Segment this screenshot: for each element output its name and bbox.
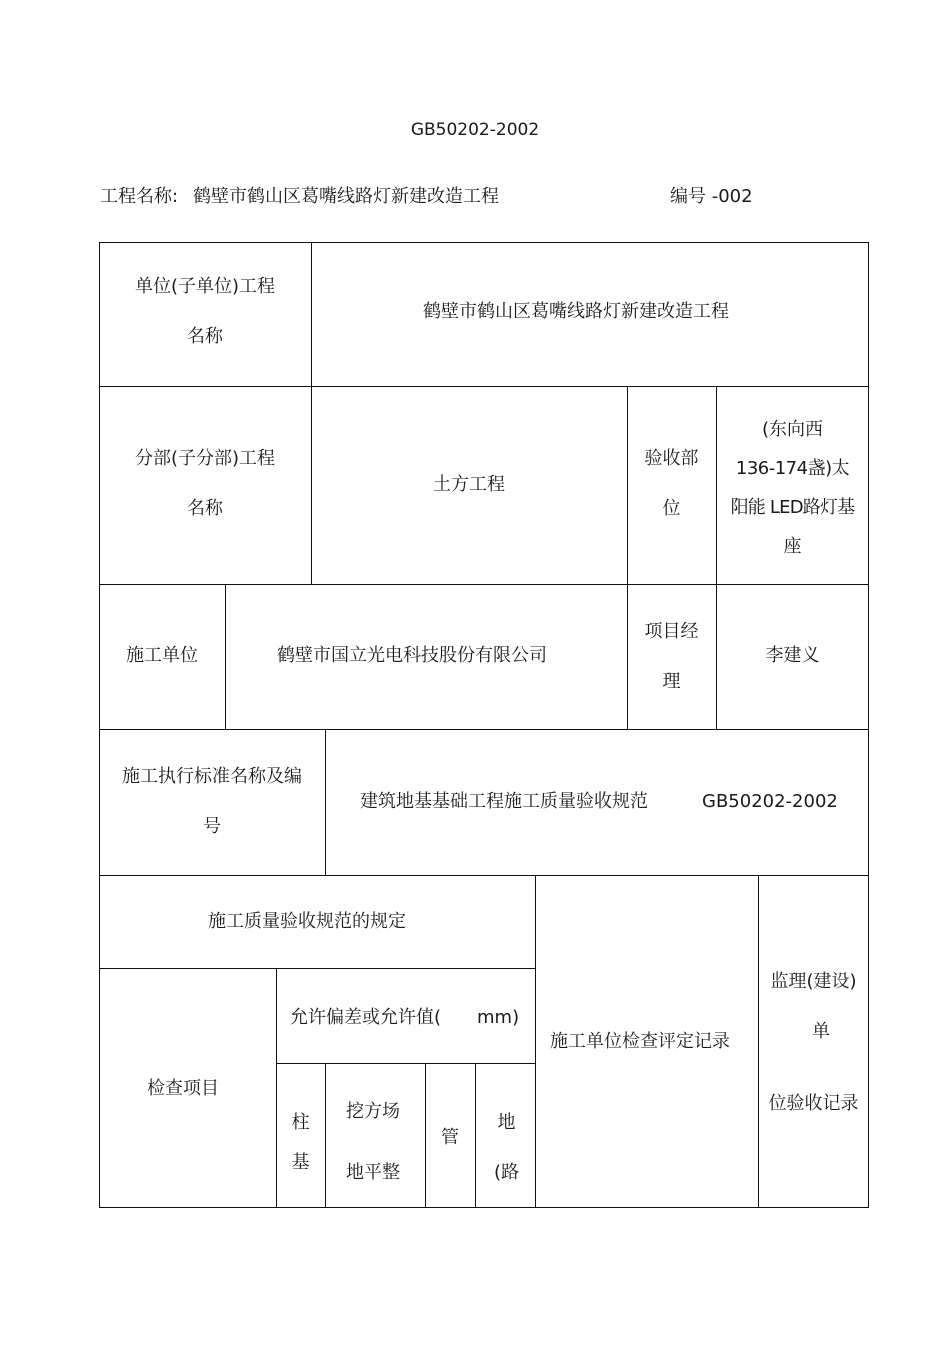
- tolerance-unit: mm): [477, 1007, 520, 1028]
- project-label: 工程名称:: [100, 186, 179, 207]
- col-divider: [276, 968, 277, 1208]
- column-pillar-base: 柱: [291, 1112, 310, 1133]
- acceptance-part-value: 座: [783, 536, 802, 557]
- contractor-label: 施工单位: [126, 645, 198, 666]
- acceptance-part-label: 验收部: [644, 448, 699, 469]
- col-divider: [325, 729, 326, 876]
- standard-label: 施工执行标准名称及编: [122, 766, 302, 787]
- subdivision-label: 分部(子分部)工程: [134, 448, 276, 469]
- acceptance-part-label: 位: [662, 498, 681, 519]
- column-ground-road: 地: [497, 1112, 516, 1133]
- row-divider: [99, 386, 869, 387]
- spec-header: 施工质量验收规范的规定: [208, 911, 406, 932]
- acceptance-part-value: 阳能 LED路灯基: [730, 497, 855, 518]
- row-divider: [276, 1063, 535, 1064]
- row-divider: [99, 729, 869, 730]
- column-excavation-leveling: 挖方场: [346, 1101, 400, 1122]
- standard-code: GB50202-2002: [410, 120, 540, 140]
- subdivision-label: 名称: [187, 498, 223, 519]
- row-divider: [99, 968, 535, 969]
- serial-number: 编号 -002: [670, 186, 753, 207]
- standard-label: 号: [203, 816, 221, 837]
- column-pipe: 管: [441, 1127, 459, 1148]
- standard-value-name: 建筑地基基础工程施工质量验收规范: [360, 791, 648, 812]
- supervisor-record-label: 单: [812, 1021, 830, 1042]
- col-divider: [311, 242, 312, 585]
- project-manager-label: 理: [662, 671, 681, 692]
- supervisor-record-label: 位验收记录: [768, 1093, 859, 1114]
- col-divider: [325, 1063, 326, 1208]
- supervisor-record-label: 监理(建设): [770, 971, 857, 992]
- column-excavation-leveling: 地平整: [346, 1162, 400, 1183]
- column-pillar-base: 基: [291, 1152, 310, 1173]
- project-name: 鹤壁市鹤山区葛嘴线路灯新建改造工程: [193, 186, 499, 207]
- row-divider: [99, 584, 869, 585]
- unit-value: 鹤壁市鹤山区葛嘴线路灯新建改造工程: [423, 301, 729, 322]
- unit-label: 名称: [187, 326, 223, 347]
- check-item-label: 检查项目: [147, 1078, 219, 1099]
- project-manager-value: 李建义: [765, 645, 820, 666]
- col-divider: [758, 875, 759, 1208]
- tolerance-label: 允许偏差或允许值(: [290, 1007, 442, 1028]
- standard-value-code: GB50202-2002: [702, 791, 838, 812]
- project-manager-label: 项目经: [644, 621, 699, 642]
- row-divider: [99, 875, 869, 876]
- contractor-value: 鹤壁市国立光电科技股份有限公司: [277, 645, 547, 666]
- column-ground-road: (路: [493, 1162, 520, 1183]
- acceptance-part-value: (东向西: [761, 419, 824, 440]
- col-divider: [475, 1063, 476, 1208]
- unit-label: 单位(子单位)工程: [134, 276, 276, 297]
- contractor-record-label: 施工单位检查评定记录: [550, 1031, 730, 1052]
- acceptance-part-value: 136-174盏)太: [735, 458, 850, 479]
- subdivision-value: 土方工程: [433, 474, 505, 495]
